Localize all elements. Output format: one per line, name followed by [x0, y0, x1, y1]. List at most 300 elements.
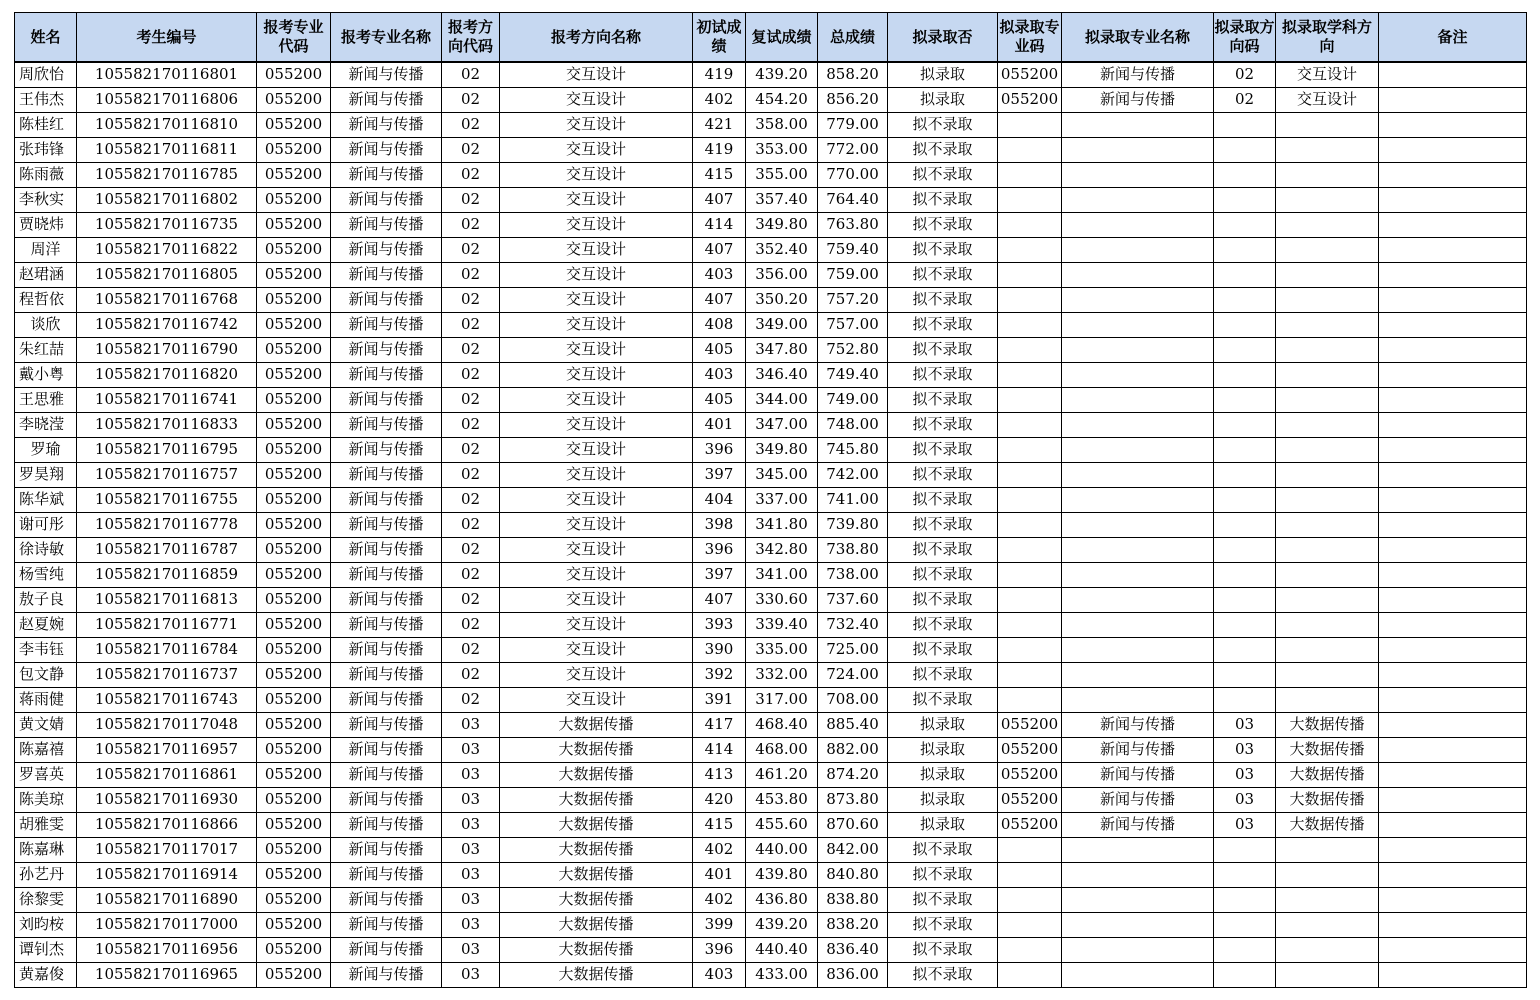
cell-total-score: 759.00 [818, 263, 888, 288]
cell-name: 贾晓炜 [15, 213, 77, 238]
cell-admit-major-name [1062, 863, 1214, 888]
cell-retest-score: 347.00 [746, 413, 818, 438]
table-row [15, 763, 1527, 788]
cell-major-name: 新闻与传播 [331, 663, 442, 688]
cell-major-code: 055200 [257, 438, 331, 463]
table-row [15, 138, 1527, 163]
cell-retest-score: 330.60 [746, 588, 818, 613]
cell-direction-name: 交互设计 [500, 488, 693, 513]
table-row [15, 613, 1527, 638]
cell-direction-code: 02 [442, 213, 500, 238]
cell-name: 刘昀桉 [15, 913, 77, 938]
cell-name: 罗喜英 [15, 763, 77, 788]
cell-admit-major-name [1062, 588, 1214, 613]
table-row [15, 563, 1527, 588]
cell-initial-score: 396 [693, 438, 746, 463]
cell-retest-score: 345.00 [746, 463, 818, 488]
cell-admit-status: 拟录取 [888, 813, 998, 838]
cell-direction-name: 大数据传播 [500, 763, 693, 788]
cell-remarks [1379, 213, 1527, 238]
cell-direction-code: 03 [442, 963, 500, 988]
cell-candidate-id: 105582170116833 [77, 413, 257, 438]
cell-major-name: 新闻与传播 [331, 62, 442, 88]
cell-admit-direction-code [1214, 238, 1276, 263]
cell-direction-name: 大数据传播 [500, 813, 693, 838]
cell-direction-name: 交互设计 [500, 163, 693, 188]
cell-admit-status: 拟不录取 [888, 838, 998, 863]
cell-admit-direction-code [1214, 913, 1276, 938]
cell-retest-score: 436.80 [746, 888, 818, 913]
cell-admit-major-code: 055200 [998, 62, 1062, 88]
cell-major-name: 新闻与传播 [331, 288, 442, 313]
cell-total-score: 764.40 [818, 188, 888, 213]
cell-major-code: 055200 [257, 938, 331, 963]
cell-initial-score: 419 [693, 138, 746, 163]
cell-admit-major-code [998, 513, 1062, 538]
cell-direction-code: 02 [442, 288, 500, 313]
cell-major-code: 055200 [257, 138, 331, 163]
table-row [15, 588, 1527, 613]
cell-remarks [1379, 663, 1527, 688]
cell-retest-score: 341.00 [746, 563, 818, 588]
cell-admit-major-name [1062, 838, 1214, 863]
cell-initial-score: 401 [693, 863, 746, 888]
cell-candidate-id: 105582170116810 [77, 113, 257, 138]
cell-admit-status: 拟不录取 [888, 163, 998, 188]
cell-major-code: 055200 [257, 463, 331, 488]
table-row [15, 638, 1527, 663]
cell-direction-code: 02 [442, 638, 500, 663]
cell-admit-direction [1276, 563, 1379, 588]
cell-major-code: 055200 [257, 763, 331, 788]
cell-admit-direction [1276, 538, 1379, 563]
cell-direction-code: 02 [442, 588, 500, 613]
cell-admit-status: 拟不录取 [888, 538, 998, 563]
cell-direction-code: 02 [442, 538, 500, 563]
cell-major-name: 新闻与传播 [331, 838, 442, 863]
header-row [15, 13, 1527, 63]
cell-direction-code: 03 [442, 713, 500, 738]
cell-admit-direction [1276, 888, 1379, 913]
cell-direction-name: 交互设计 [500, 563, 693, 588]
cell-admit-direction [1276, 838, 1379, 863]
cell-admit-major-code: 055200 [998, 813, 1062, 838]
col-header-admit-direction: 拟录取学科方向 [1276, 13, 1379, 63]
cell-direction-code: 02 [442, 488, 500, 513]
cell-admit-direction-code [1214, 838, 1276, 863]
cell-major-code: 055200 [257, 738, 331, 763]
cell-direction-code: 02 [442, 188, 500, 213]
cell-admit-direction-code [1214, 488, 1276, 513]
cell-total-score: 772.00 [818, 138, 888, 163]
cell-candidate-id: 105582170116956 [77, 938, 257, 963]
cell-major-code: 055200 [257, 388, 331, 413]
cell-initial-score: 407 [693, 188, 746, 213]
cell-retest-score: 433.00 [746, 963, 818, 988]
col-header-total-score: 总成绩 [818, 13, 888, 63]
cell-admit-major-name [1062, 438, 1214, 463]
cell-initial-score: 413 [693, 763, 746, 788]
cell-remarks [1379, 838, 1527, 863]
cell-candidate-id: 105582170116811 [77, 138, 257, 163]
cell-major-name: 新闻与传播 [331, 363, 442, 388]
cell-admit-status: 拟不录取 [888, 963, 998, 988]
table-row [15, 513, 1527, 538]
cell-candidate-id: 105582170117000 [77, 913, 257, 938]
cell-total-score: 870.60 [818, 813, 888, 838]
table-row [15, 938, 1527, 963]
cell-admit-direction [1276, 188, 1379, 213]
cell-major-code: 055200 [257, 888, 331, 913]
table-row [15, 288, 1527, 313]
cell-remarks [1379, 363, 1527, 388]
table-row [15, 388, 1527, 413]
cell-total-score: 842.00 [818, 838, 888, 863]
cell-retest-score: 439.20 [746, 913, 818, 938]
cell-total-score: 725.00 [818, 638, 888, 663]
cell-candidate-id: 105582170116741 [77, 388, 257, 413]
cell-name: 李韦钰 [15, 638, 77, 663]
cell-total-score: 748.00 [818, 413, 888, 438]
cell-major-code: 055200 [257, 713, 331, 738]
cell-major-name: 新闻与传播 [331, 938, 442, 963]
cell-name: 黄文婧 [15, 713, 77, 738]
table-row [15, 263, 1527, 288]
admission-table [14, 12, 1527, 988]
cell-total-score: 741.00 [818, 488, 888, 513]
cell-remarks [1379, 638, 1527, 663]
cell-admit-direction-code [1214, 213, 1276, 238]
cell-remarks [1379, 613, 1527, 638]
cell-total-score: 745.80 [818, 438, 888, 463]
cell-major-code: 055200 [257, 238, 331, 263]
cell-admit-direction [1276, 638, 1379, 663]
cell-major-name: 新闻与传播 [331, 738, 442, 763]
cell-candidate-id: 105582170116768 [77, 288, 257, 313]
cell-admit-major-code [998, 963, 1062, 988]
cell-total-score: 840.80 [818, 863, 888, 888]
cell-initial-score: 397 [693, 463, 746, 488]
table-row [15, 213, 1527, 238]
cell-admit-major-name [1062, 663, 1214, 688]
cell-name: 陈华斌 [15, 488, 77, 513]
cell-total-score: 882.00 [818, 738, 888, 763]
cell-retest-score: 347.80 [746, 338, 818, 363]
cell-admit-direction: 大数据传播 [1276, 763, 1379, 788]
cell-admit-major-code [998, 363, 1062, 388]
cell-major-name: 新闻与传播 [331, 213, 442, 238]
cell-direction-name: 交互设计 [500, 638, 693, 663]
table-row [15, 713, 1527, 738]
cell-remarks [1379, 313, 1527, 338]
cell-major-name: 新闻与传播 [331, 963, 442, 988]
cell-remarks [1379, 813, 1527, 838]
cell-candidate-id: 105582170116957 [77, 738, 257, 763]
col-header-initial-score: 初试成绩 [693, 13, 746, 63]
table-row [15, 238, 1527, 263]
cell-name: 徐诗敏 [15, 538, 77, 563]
cell-retest-score: 468.00 [746, 738, 818, 763]
cell-candidate-id: 105582170116742 [77, 313, 257, 338]
cell-major-name: 新闻与传播 [331, 638, 442, 663]
cell-major-name: 新闻与传播 [331, 813, 442, 838]
cell-admit-direction [1276, 263, 1379, 288]
cell-direction-code: 02 [442, 113, 500, 138]
cell-major-name: 新闻与传播 [331, 313, 442, 338]
cell-admit-direction-code: 03 [1214, 738, 1276, 763]
table-row [15, 338, 1527, 363]
cell-admit-major-code [998, 463, 1062, 488]
cell-name: 戴小粤 [15, 363, 77, 388]
cell-admit-major-code [998, 588, 1062, 613]
cell-initial-score: 419 [693, 62, 746, 88]
cell-major-name: 新闻与传播 [331, 788, 442, 813]
cell-admit-major-code [998, 388, 1062, 413]
cell-admit-major-name [1062, 138, 1214, 163]
cell-admit-direction-code [1214, 463, 1276, 488]
cell-admit-major-code [998, 113, 1062, 138]
cell-admit-status: 拟不录取 [888, 363, 998, 388]
cell-direction-name: 大数据传播 [500, 713, 693, 738]
cell-admit-direction-code [1214, 588, 1276, 613]
cell-initial-score: 392 [693, 663, 746, 688]
cell-admit-major-name [1062, 938, 1214, 963]
cell-total-score: 738.00 [818, 563, 888, 588]
cell-remarks [1379, 288, 1527, 313]
cell-admit-direction-code [1214, 938, 1276, 963]
cell-direction-code: 02 [442, 238, 500, 263]
cell-candidate-id: 105582170116784 [77, 638, 257, 663]
cell-initial-score: 415 [693, 813, 746, 838]
cell-remarks [1379, 963, 1527, 988]
cell-remarks [1379, 688, 1527, 713]
cell-name: 徐黎雯 [15, 888, 77, 913]
cell-direction-name: 交互设计 [500, 113, 693, 138]
cell-direction-name: 交互设计 [500, 413, 693, 438]
table-row [15, 88, 1527, 113]
cell-total-score: 749.40 [818, 363, 888, 388]
col-header-major-code: 报考专业代码 [257, 13, 331, 63]
cell-major-name: 新闻与传播 [331, 588, 442, 613]
cell-admit-direction-code [1214, 863, 1276, 888]
cell-direction-name: 大数据传播 [500, 938, 693, 963]
cell-remarks [1379, 163, 1527, 188]
cell-remarks [1379, 88, 1527, 113]
cell-major-code: 055200 [257, 638, 331, 663]
cell-initial-score: 397 [693, 563, 746, 588]
cell-major-code: 055200 [257, 113, 331, 138]
col-header-direction-code: 报考方向代码 [442, 13, 500, 63]
cell-initial-score: 402 [693, 88, 746, 113]
cell-admit-direction [1276, 488, 1379, 513]
cell-admit-direction [1276, 913, 1379, 938]
table-body [15, 62, 1527, 988]
cell-admit-status: 拟录取 [888, 62, 998, 88]
cell-admit-direction [1276, 963, 1379, 988]
table-row [15, 913, 1527, 938]
cell-admit-direction-code: 03 [1214, 788, 1276, 813]
cell-admit-major-name [1062, 188, 1214, 213]
cell-name: 陈桂红 [15, 113, 77, 138]
cell-direction-code: 03 [442, 888, 500, 913]
cell-direction-code: 03 [442, 838, 500, 863]
cell-direction-code: 02 [442, 62, 500, 88]
cell-admit-direction-code [1214, 888, 1276, 913]
cell-name: 蒋雨健 [15, 688, 77, 713]
cell-total-score: 757.20 [818, 288, 888, 313]
cell-remarks [1379, 263, 1527, 288]
cell-name: 周洋 [15, 238, 77, 263]
cell-admit-status: 拟不录取 [888, 213, 998, 238]
cell-direction-name: 交互设计 [500, 88, 693, 113]
cell-major-code: 055200 [257, 62, 331, 88]
cell-major-name: 新闻与传播 [331, 113, 442, 138]
cell-admit-major-name [1062, 313, 1214, 338]
cell-admit-direction-code: 02 [1214, 88, 1276, 113]
cell-name: 陈嘉琳 [15, 838, 77, 863]
cell-initial-score: 404 [693, 488, 746, 513]
table-row [15, 438, 1527, 463]
cell-direction-name: 大数据传播 [500, 913, 693, 938]
cell-admit-direction-code [1214, 313, 1276, 338]
cell-admit-major-name [1062, 688, 1214, 713]
cell-major-code: 055200 [257, 263, 331, 288]
cell-major-name: 新闻与传播 [331, 688, 442, 713]
cell-direction-code: 02 [442, 313, 500, 338]
cell-admit-direction [1276, 413, 1379, 438]
cell-admit-major-code [998, 313, 1062, 338]
cell-admit-major-name [1062, 888, 1214, 913]
cell-admit-direction: 交互设计 [1276, 88, 1379, 113]
table-row [15, 813, 1527, 838]
cell-remarks [1379, 238, 1527, 263]
cell-candidate-id: 105582170116859 [77, 563, 257, 588]
cell-candidate-id: 105582170116861 [77, 763, 257, 788]
cell-admit-direction [1276, 463, 1379, 488]
cell-name: 赵珺涵 [15, 263, 77, 288]
col-header-admit-major-code: 拟录取专业码 [998, 13, 1062, 63]
cell-total-score: 838.80 [818, 888, 888, 913]
cell-admit-direction-code [1214, 388, 1276, 413]
cell-admit-major-code: 055200 [998, 713, 1062, 738]
cell-candidate-id: 105582170116737 [77, 663, 257, 688]
cell-total-score: 856.20 [818, 88, 888, 113]
cell-name: 李晓滢 [15, 413, 77, 438]
cell-admit-major-code: 055200 [998, 788, 1062, 813]
cell-direction-name: 交互设计 [500, 388, 693, 413]
cell-admit-direction-code [1214, 613, 1276, 638]
cell-direction-name: 交互设计 [500, 463, 693, 488]
cell-initial-score: 391 [693, 688, 746, 713]
cell-admit-major-name [1062, 263, 1214, 288]
cell-remarks [1379, 463, 1527, 488]
cell-candidate-id: 105582170116805 [77, 263, 257, 288]
table-row [15, 313, 1527, 338]
cell-name: 谢可彤 [15, 513, 77, 538]
cell-retest-score: 349.80 [746, 438, 818, 463]
cell-admit-status: 拟不录取 [888, 638, 998, 663]
cell-direction-code: 02 [442, 138, 500, 163]
cell-admit-direction: 大数据传播 [1276, 713, 1379, 738]
cell-name: 黄嘉俊 [15, 963, 77, 988]
cell-name: 谭钊杰 [15, 938, 77, 963]
cell-retest-score: 455.60 [746, 813, 818, 838]
cell-admit-direction [1276, 338, 1379, 363]
cell-candidate-id: 105582170116787 [77, 538, 257, 563]
cell-direction-name: 交互设计 [500, 513, 693, 538]
cell-total-score: 749.00 [818, 388, 888, 413]
col-header-direction-name: 报考方向名称 [500, 13, 693, 63]
cell-name: 李秋实 [15, 188, 77, 213]
col-header-major-name: 报考专业名称 [331, 13, 442, 63]
cell-retest-score: 350.20 [746, 288, 818, 313]
cell-admit-direction-code [1214, 363, 1276, 388]
cell-candidate-id: 105582170116790 [77, 338, 257, 363]
cell-admit-major-code [998, 288, 1062, 313]
cell-initial-score: 420 [693, 788, 746, 813]
cell-major-code: 055200 [257, 513, 331, 538]
cell-direction-name: 交互设计 [500, 313, 693, 338]
cell-admit-major-code [998, 888, 1062, 913]
cell-initial-score: 401 [693, 413, 746, 438]
cell-initial-score: 396 [693, 538, 746, 563]
cell-major-name: 新闻与传播 [331, 413, 442, 438]
cell-admit-major-code [998, 688, 1062, 713]
cell-admit-major-code: 055200 [998, 88, 1062, 113]
cell-admit-direction-code [1214, 138, 1276, 163]
cell-admit-direction-code [1214, 538, 1276, 563]
cell-major-name: 新闻与传播 [331, 338, 442, 363]
cell-admit-major-code [998, 913, 1062, 938]
cell-name: 罗昊翔 [15, 463, 77, 488]
cell-candidate-id: 105582170116822 [77, 238, 257, 263]
cell-retest-score: 468.40 [746, 713, 818, 738]
cell-remarks [1379, 513, 1527, 538]
cell-direction-name: 交互设计 [500, 588, 693, 613]
cell-major-name: 新闻与传播 [331, 263, 442, 288]
cell-admit-major-code [998, 613, 1062, 638]
cell-admit-direction-code [1214, 188, 1276, 213]
cell-candidate-id: 105582170116778 [77, 513, 257, 538]
cell-admit-status: 拟不录取 [888, 288, 998, 313]
cell-admit-direction [1276, 688, 1379, 713]
cell-major-code: 055200 [257, 488, 331, 513]
cell-total-score: 738.80 [818, 538, 888, 563]
cell-admit-direction [1276, 388, 1379, 413]
cell-major-name: 新闻与传播 [331, 763, 442, 788]
cell-candidate-id: 105582170116801 [77, 62, 257, 88]
cell-remarks [1379, 338, 1527, 363]
cell-admit-status: 拟不录取 [888, 588, 998, 613]
cell-direction-name: 交互设计 [500, 663, 693, 688]
cell-admit-direction-code [1214, 163, 1276, 188]
cell-total-score: 752.80 [818, 338, 888, 363]
cell-total-score: 779.00 [818, 113, 888, 138]
cell-name: 朱红喆 [15, 338, 77, 363]
cell-admit-status: 拟不录取 [888, 888, 998, 913]
cell-admit-status: 拟不录取 [888, 113, 998, 138]
cell-retest-score: 346.40 [746, 363, 818, 388]
cell-admit-status: 拟录取 [888, 788, 998, 813]
cell-admit-direction [1276, 613, 1379, 638]
cell-admit-direction [1276, 513, 1379, 538]
table-row [15, 963, 1527, 988]
cell-admit-status: 拟不录取 [888, 313, 998, 338]
cell-admit-status: 拟不录取 [888, 688, 998, 713]
cell-remarks [1379, 113, 1527, 138]
cell-candidate-id: 105582170116890 [77, 888, 257, 913]
cell-initial-score: 405 [693, 338, 746, 363]
